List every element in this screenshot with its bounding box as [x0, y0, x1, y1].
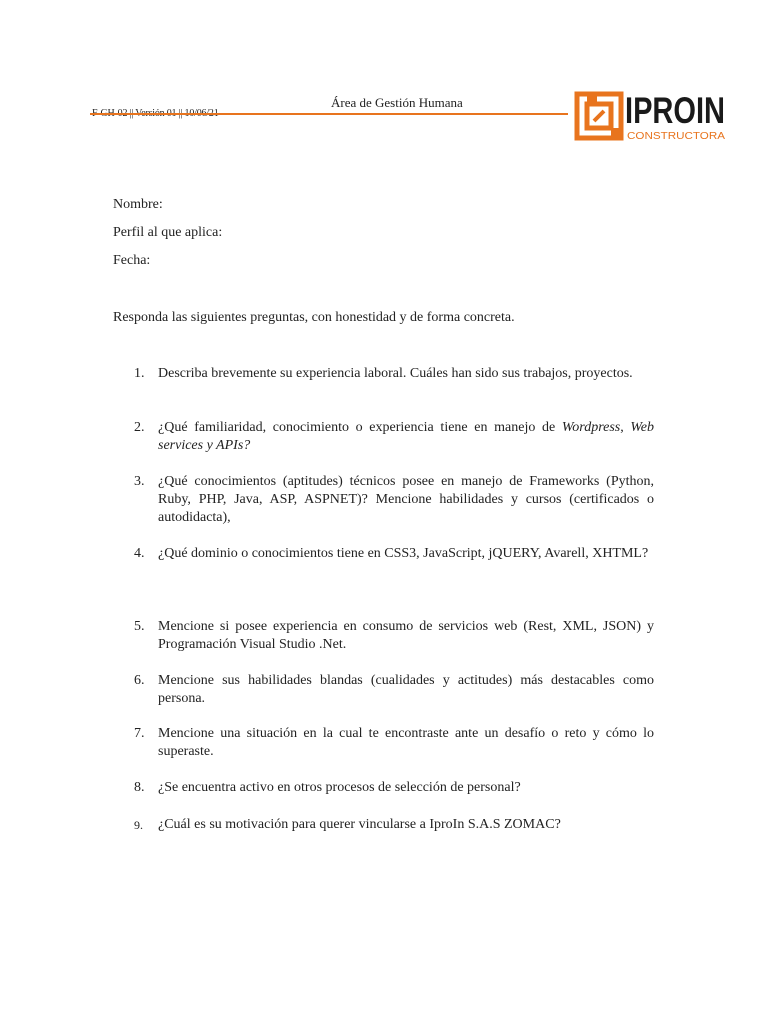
question-text: ¿Qué dominio o conocimientos tiene en CSS3, JavaScript, jQUERY, Avarell, XHTML?	[158, 546, 649, 561]
question-text: ¿Cuál es su motivación para querer vincularse a IproIn S.A.S ZOMAC?	[158, 817, 561, 832]
question-item	[134, 618, 654, 654]
question-number: 6.	[134, 673, 145, 688]
question-number: 7.	[134, 726, 145, 741]
question-item	[134, 816, 654, 834]
question-text: ¿Qué familiaridad, conocimiento o experiencia tiene en manejo de Wordpress, Web services y APIs?	[158, 420, 654, 453]
question-number: 8.	[134, 780, 145, 795]
question-item	[134, 672, 654, 708]
question-item	[134, 419, 654, 455]
logo-wordmark: IPROIN	[625, 90, 725, 131]
question-number: 5.	[134, 619, 145, 634]
question-item	[134, 473, 654, 527]
field-perfil-label: Perfil al que aplica:	[113, 225, 223, 240]
question-number: 3.	[134, 474, 145, 489]
question-item	[134, 725, 654, 761]
logo-tagline: CONSTRUCTORA	[627, 131, 726, 142]
question-text: ¿Se encuentra activo en otros procesos de selección de personal?	[158, 780, 521, 795]
header-area-title: Área de Gestión Humana	[331, 95, 463, 110]
question-text: ¿Qué conocimientos (aptitudes) técnicos posee en manejo de Frameworks (Python, Ruby, PHP, Java, ASP, ASPNET)? Mencione habilidades y cursos (certificados o autodidacta),	[158, 474, 654, 525]
question-text: Describa brevemente su experiencia laboral. Cuáles han sido sus trabajos, proyectos.	[158, 366, 633, 381]
field-nombre-label: Nombre:	[113, 197, 163, 212]
question-text: Mencione sus habilidades blandas (cualidades y actitudes) más destacables como persona.	[158, 673, 654, 706]
question-item	[134, 365, 654, 383]
company-logo	[575, 92, 727, 140]
square-frame-logo-icon	[575, 92, 727, 140]
question-text: Mencione una situación en la cual te encontraste ante un desafío o reto y cómo lo superaste.	[158, 726, 654, 759]
question-item	[134, 779, 654, 797]
instructions-text: Responda las siguientes preguntas, con honestidad y de forma concreta.	[113, 310, 515, 325]
question-item	[134, 545, 654, 563]
question-number: 9.	[134, 818, 143, 832]
question-number: 4.	[134, 546, 145, 561]
question-number: 2.	[134, 420, 145, 435]
field-fecha-label: Fecha:	[113, 253, 151, 268]
question-number: 1.	[134, 366, 145, 381]
header-divider-line	[90, 113, 568, 115]
question-text: Mencione si posee experiencia en consumo de servicios web (Rest, XML, JSON) y Programación Visual Studio .Net.	[158, 619, 654, 652]
